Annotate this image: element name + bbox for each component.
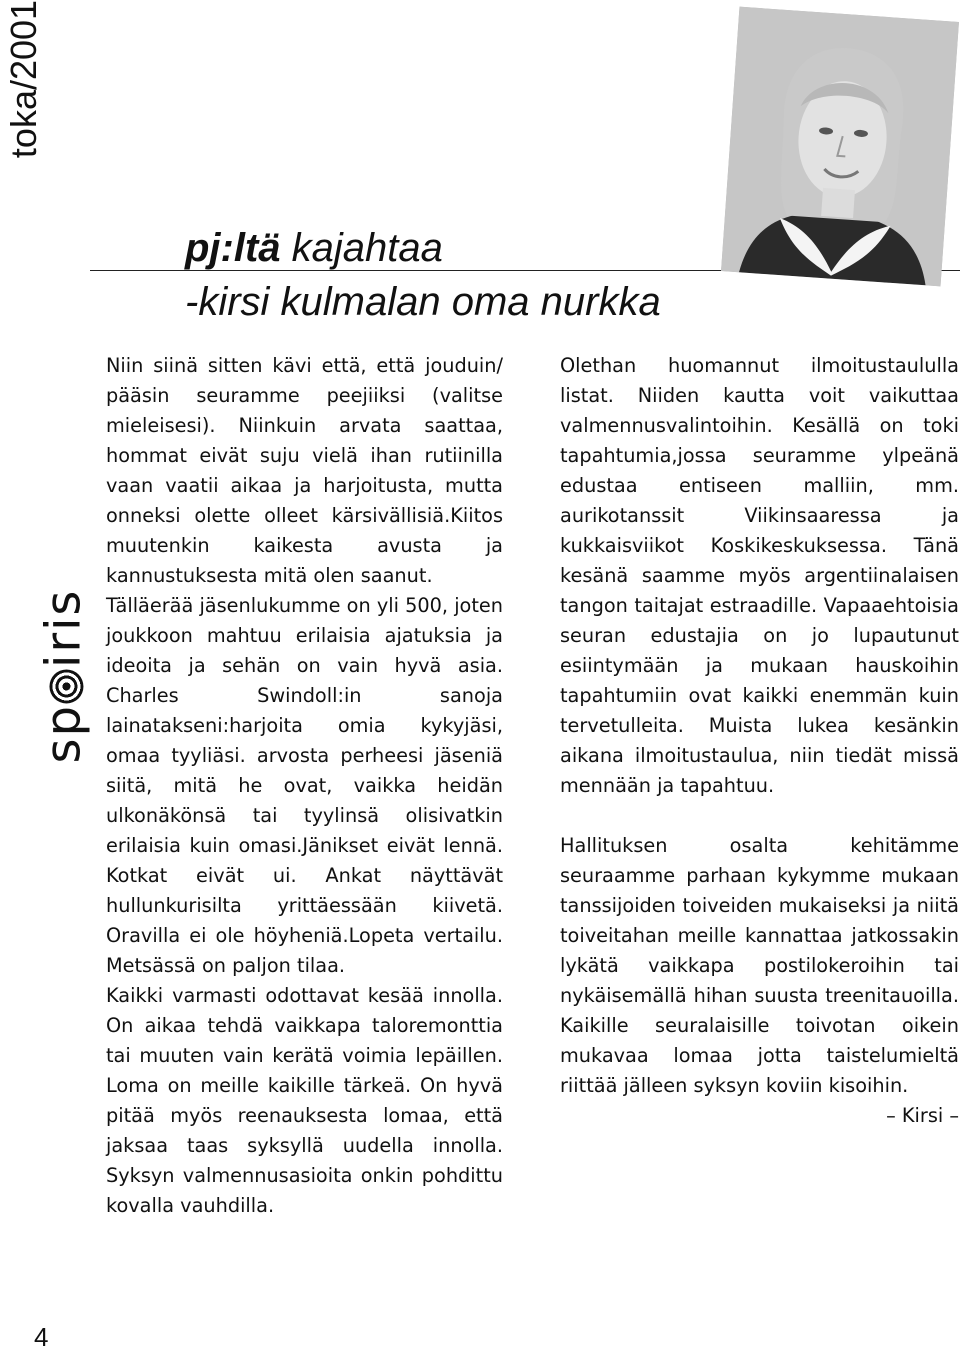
sidebar <box>0 0 90 1351</box>
spiral-o-icon <box>49 669 83 703</box>
brand-logo <box>35 589 91 764</box>
paragraph: Kaikki varmasti odottavat kesää innolla. On aikaa tehdä vaikkapa taloremonttia tai muuten vain kerätä voimia lepäillen. Loma on meille kaikille tärkeä. On hyvä pitää myös reenauksesta lomaa, että jaksaa taas syksyllä uudella innolla. Syksyn valmennusasioita onkin pohdittu kovalla vauhdilla. <box>106 984 503 1217</box>
paragraph: Tälläerää jäsenlukumme on yli 500, joten joukkoon mahtuu erilaisia ajatuksia ja ideoita ja sehän on vain hyvä asia. Charles Swindoll:in sanoja lainatakseni:harjoita omia kykyjäsi, omaa tyyliäsi. arvosta perheesi jäseniä siitä, mitä he ovat, vaikka heidän ulkonäkönsä tai tyylinsä olisivatkin erilaisia kuin omasi.Jänikset eivät lennä. Kotkat eivät ui. Ankat näyttävät hullunkurisilta yrittäessään kiivetä. Oravilla ei ole höyheniä.Lopeta vertailu. Metsässä on paljon tilaa. <box>106 594 503 977</box>
brand-logo-end: iris <box>35 588 92 668</box>
signature: – Kirsi – <box>886 1104 959 1127</box>
title-rest: kajahtaa <box>280 226 443 270</box>
page-number: 4 <box>34 1322 49 1352</box>
page-subtitle: -kirsi kulmalan oma nurkka <box>185 280 661 324</box>
title-bold: pj:ltä <box>185 226 281 270</box>
paragraph: Niin siinä sitten kävi että, että jouduin/ pääsin seuramme peejiiksi (valitse mieleisesi). Niinkuin arvata saattaa, hommat eivät suju vielä ihan rutiinilla vaan vaatii aikaa ja harjoitusta, mutta onneksi olette olleet kärsivällisiä.Kiitos muutenkin kaikesta avusta ja kannustuksesta mitä olen saanut. <box>106 354 503 587</box>
portrait-drawing <box>721 7 959 287</box>
portrait-photo <box>721 7 959 287</box>
article-column-right <box>560 351 959 1131</box>
page-title <box>185 226 443 271</box>
brand-logo-start: sp <box>35 703 92 764</box>
paragraph: Hallituksen osalta kehitämme seuraamme parhaan kykymme mukaan tanssijoiden toiveiden mukaiseksi ja niitä toiveitahan meille kannattaa jatkossakin lykätä vaikkapa postilokeroihin tai nykäisemällä hihan suusta treenitauoilla. Kaikille seuralaisille toivotan oikein mukavaa lomaa jotta taistelumieltä riittää jälleen syksyn koviin kisoihin. <box>560 834 959 1097</box>
paragraph: Olethan huomannut ilmoitustaululla listat. Niiden kautta voit vaikuttaa valmennusvalintoihin. Kesällä on toki tapahtumia,jossa seuramme ylpeänä edustaa entiseen malliin, mm. aurikotanssit Viikinsaaressa ja kukkaisviikot Koskikeskuksessa. Tänä kesänä saamme myös argentiinalaisen tangon taitajat estraadille. Vapaaehtoisia seuran edustajia on jo lupautunut esiintymään ja mukaan hauskoihin tapahtumiin ovat kaikki enemmän kuin tervetulleita. Muista lukea kesänkin aikana ilmoitustaulua, niin tiedät missä mennään ja tapahtuu. <box>560 354 959 797</box>
paragraph-gap <box>560 801 959 831</box>
issue-label: toka/2001 <box>3 0 45 159</box>
article-column-left <box>106 351 503 1221</box>
